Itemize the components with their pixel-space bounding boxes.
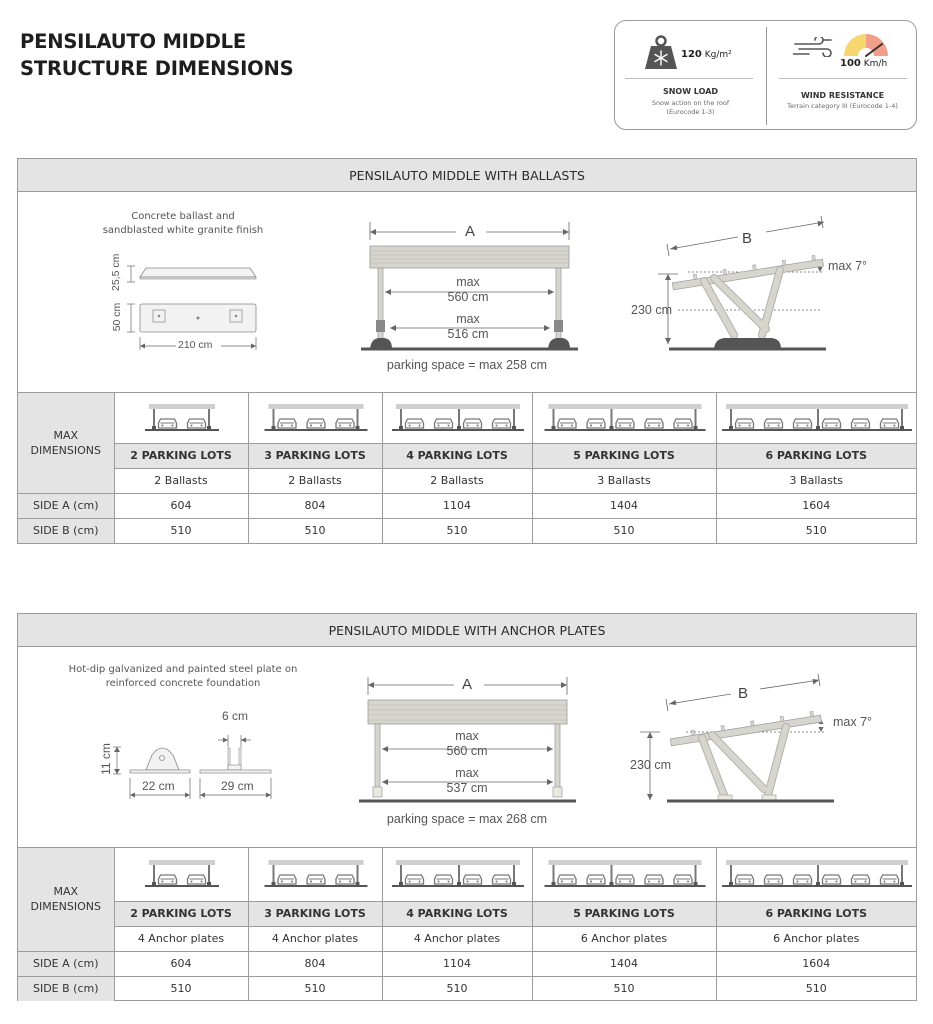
carport-2-icon (114, 393, 248, 443)
height-label: 230 cm (631, 303, 672, 317)
car-icon (587, 419, 605, 428)
dimensions-table (18, 393, 916, 543)
max-dimensions-label: MAX DIMENSIONS (18, 393, 114, 493)
carport-6-icon (716, 393, 916, 443)
front-dim-560: max 560 cm (446, 729, 488, 758)
wind-resistance-note: Terrain category III (Eurocode 1-4) (787, 102, 898, 110)
snow-weight-icon (643, 35, 679, 71)
gauge-icon (841, 29, 891, 59)
column-3-lots: 3 PARKING LOTS (248, 901, 382, 926)
specs-box (614, 20, 917, 130)
car-icon (187, 419, 205, 428)
support-count: 4 Anchor plates (382, 926, 532, 951)
car-icon (405, 875, 423, 884)
side-b-value: 510 (382, 518, 532, 543)
carport-3-icon (248, 393, 382, 443)
column-5-lots: 5 PARKING LOTS (532, 901, 716, 926)
side-b-value: 510 (114, 976, 248, 1001)
side-a-row-label: SIDE A (cm) (18, 951, 114, 976)
car-icon (405, 419, 423, 428)
car-icon (587, 875, 605, 884)
side-b-value: 510 (716, 518, 916, 543)
snow-load-value: 120 (681, 49, 702, 60)
side-b-row-label: SIDE B (cm) (18, 518, 114, 543)
plate-width-1-label: 22 cm (142, 779, 175, 793)
carport-5-icon (532, 393, 716, 443)
plate-top-dim-label: 6 cm (222, 709, 249, 723)
snow-load-unit: Kg/m² (704, 50, 732, 60)
column-4-lots: 4 PARKING LOTS (382, 443, 532, 468)
car-icon (793, 419, 811, 428)
support-count: 2 Ballasts (248, 468, 382, 493)
car-icon (645, 419, 663, 428)
max-angle-label: max 7° (828, 259, 868, 273)
section-ballasts (17, 158, 917, 544)
carport-3-icon (248, 848, 382, 901)
side-a-value: 1604 (716, 951, 916, 976)
carport-4-icon (382, 848, 532, 901)
side-b-value: 510 (532, 976, 716, 1001)
car-icon (434, 419, 452, 428)
side-b-value: 510 (716, 976, 916, 1001)
car-icon (674, 419, 692, 428)
support-count: 4 Anchor plates (248, 926, 382, 951)
car-icon (558, 875, 576, 884)
car-icon (158, 875, 176, 884)
front-side-a-label: A (465, 223, 476, 240)
car-icon (336, 419, 354, 428)
front-dim-560: max 560 cm (447, 275, 489, 304)
front-dim-537: max 537 cm (446, 766, 488, 795)
support-count: 3 Ballasts (532, 468, 716, 493)
side-a-value: 604 (114, 951, 248, 976)
car-icon (463, 419, 481, 428)
column-3-lots: 3 PARKING LOTS (248, 443, 382, 468)
side-b-value: 510 (114, 518, 248, 543)
car-icon (880, 875, 898, 884)
carport-6-icon (716, 848, 916, 901)
side-a-value: 1404 (532, 951, 716, 976)
ballast-height-label: 25,5 cm (110, 253, 122, 291)
car-icon (851, 875, 869, 884)
side-b-value: 510 (382, 976, 532, 1001)
column-2-lots: 2 PARKING LOTS (114, 901, 248, 926)
section-anchor-plates (17, 613, 917, 1001)
drawings-panel (18, 192, 916, 393)
carport-5-icon (532, 848, 716, 901)
side-b-label: B (742, 230, 753, 247)
plate-width-2-label: 29 cm (221, 779, 254, 793)
side-b-value: 510 (248, 518, 382, 543)
column-6-lots: 6 PARKING LOTS (716, 443, 916, 468)
carport-4-icon (382, 393, 532, 443)
car-icon (307, 875, 325, 884)
car-icon (735, 875, 753, 884)
car-icon (764, 419, 782, 428)
ballast-depth-label: 50 cm (111, 302, 123, 332)
snow-load-title: SNOW LOAD (662, 87, 719, 96)
car-icon (645, 875, 663, 884)
car-icon (851, 419, 869, 428)
car-icon (434, 875, 452, 884)
car-icon (793, 875, 811, 884)
side-a-row-label: SIDE A (cm) (18, 493, 114, 518)
support-count: 4 Anchor plates (114, 926, 248, 951)
section-heading: PENSILAUTO MIDDLE WITH BALLASTS (18, 159, 916, 192)
dimensions-table (18, 848, 916, 1001)
car-icon (336, 875, 354, 884)
wind-resistance-title: WIND RESISTANCE (800, 91, 885, 100)
column-5-lots: 5 PARKING LOTS (532, 443, 716, 468)
column-2-lots: 2 PARKING LOTS (114, 443, 248, 468)
car-icon (558, 419, 576, 428)
column-4-lots: 4 PARKING LOTS (382, 901, 532, 926)
anchor-plate-caption: Hot-dip galvanized and painted steel plate on reinforced concrete foundation (68, 664, 298, 689)
support-count: 6 Anchor plates (716, 926, 916, 951)
car-icon (158, 419, 176, 428)
title-line-2: STRUCTURE DIMENSIONS (20, 57, 294, 80)
side-a-value: 1604 (716, 493, 916, 518)
side-b-value: 510 (248, 976, 382, 1001)
car-icon (880, 419, 898, 428)
ballast-caption: Concrete ballast and sandblasted white granite finish (102, 211, 264, 236)
car-icon (616, 875, 634, 884)
max-dimensions-label: MAX DIMENSIONS (18, 848, 114, 951)
plate-height-label: 11 cm (99, 743, 113, 775)
side-a-value: 804 (248, 493, 382, 518)
wind-value: 100 (840, 58, 861, 69)
max-angle-label: max 7° (833, 715, 873, 729)
side-b-row-label: SIDE B (cm) (18, 976, 114, 1001)
front-side-a-label: A (462, 676, 473, 693)
side-b-value: 510 (532, 518, 716, 543)
parking-space-label: parking space = max 268 cm (386, 812, 548, 826)
car-icon (492, 419, 510, 428)
car-icon (187, 875, 205, 884)
parking-space-label: parking space = max 258 cm (386, 358, 548, 372)
wind-unit: Km/h (863, 59, 888, 69)
side-a-value: 604 (114, 493, 248, 518)
title-line-1: PENSILAUTO MIDDLE (20, 30, 247, 53)
side-b-label: B (738, 685, 749, 702)
page-title (20, 28, 294, 82)
ballast-width-label: 210 cm (178, 339, 213, 351)
car-icon (307, 419, 325, 428)
side-a-value: 1404 (532, 493, 716, 518)
support-count: 3 Ballasts (716, 468, 916, 493)
car-icon (822, 419, 840, 428)
support-count: 2 Ballasts (382, 468, 532, 493)
side-a-value: 804 (248, 951, 382, 976)
height-label: 230 cm (630, 758, 671, 772)
car-icon (492, 875, 510, 884)
side-a-value: 1104 (382, 951, 532, 976)
car-icon (278, 419, 296, 428)
car-icon (616, 419, 634, 428)
front-dim-516: max 516 cm (447, 312, 489, 341)
car-icon (278, 875, 296, 884)
section-heading: PENSILAUTO MIDDLE WITH ANCHOR PLATES (18, 614, 916, 647)
car-icon (764, 875, 782, 884)
car-icon (822, 875, 840, 884)
support-count: 2 Ballasts (114, 468, 248, 493)
wind-icon (793, 37, 835, 57)
support-count: 6 Anchor plates (532, 926, 716, 951)
car-icon (674, 875, 692, 884)
drawings-panel (18, 647, 916, 848)
carport-2-icon (114, 848, 248, 901)
snow-load-note: Snow action on the roof (Eurocode 1-3) (651, 99, 730, 116)
side-a-value: 1104 (382, 493, 532, 518)
car-icon (463, 875, 481, 884)
car-icon (735, 419, 753, 428)
column-6-lots: 6 PARKING LOTS (716, 901, 916, 926)
